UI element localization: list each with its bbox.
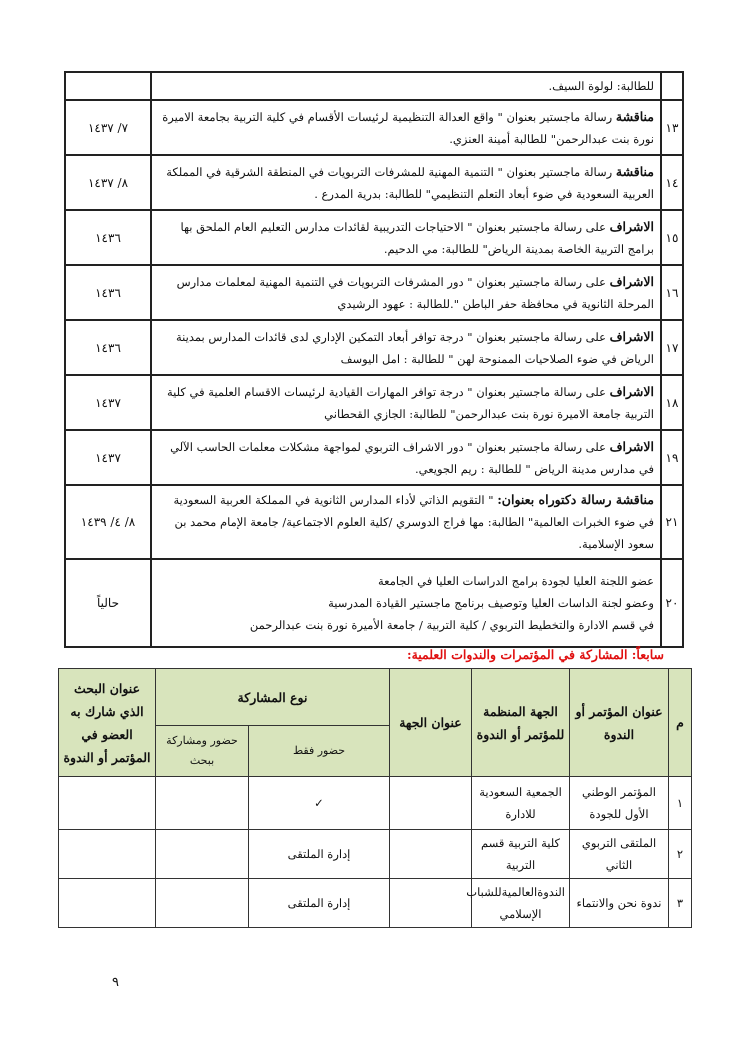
table-row [65, 210, 683, 265]
row-text: رسالة ماجستير بعنوان " التنمية المهنية للمشرفات التربويات في المنطقة الشرقية في المملكة العربية السعودية في ضوء أبعاد التعلم التنظيمي" للطالبة: بدرية المدرع . [166, 164, 654, 201]
supervision-table [64, 71, 684, 648]
table-row [65, 100, 683, 155]
cell-attend-paper [156, 777, 249, 830]
row-date: ٨/ ٤/ ١٤٣٩ [65, 485, 151, 559]
cell-m: ٢ [669, 830, 692, 879]
row-description [151, 320, 661, 375]
table-row [65, 265, 683, 320]
row-date: ١٤٣٦ [65, 320, 151, 375]
row-text: " التقويم الذاتي لأداء المدارس الثانوية في المملكة العربية السعودية في ضوء الخبرات العالمية" الطالبة: مها فراج الدوسري /كلية العلوم الاجتماعية/ جامعة الإمام محمد بن سعود الإسلامية. [173, 493, 654, 551]
row-text: على رسالة ماجستير بعنوان " درجة توافر أبعاد التمكين الإداري لدى قائدات المدارس بمدينة الرياض في ضوء الصلاحيات الممنوحة لهن " للطالبة : امل اليوسف [175, 329, 654, 366]
conferences-table [58, 668, 692, 928]
cell-organizer: الندوةالعالميةللشباب الإسلامي [472, 879, 570, 928]
row-date: ١٤٣٧ [65, 430, 151, 485]
row-date: حالياً [65, 559, 151, 647]
table-row [65, 485, 683, 559]
table-row [59, 830, 692, 879]
row-description [151, 430, 661, 485]
table-row [65, 559, 683, 647]
row-number: ٢٠ [661, 559, 683, 647]
row-keyword: الاشراف [609, 218, 654, 234]
header-attend-paper: حضور ومشاركة ببحث [156, 726, 249, 777]
table-row [59, 777, 692, 830]
row-text: على رسالة ماجستير بعنوان " دور المشرفات التربويات في التنمية المهنية لمعلمات مدارس المرحلة الثانوية في محافظة حفر الباطن ".للطالبة : عهود الرشيدي [176, 274, 654, 311]
table-row [65, 155, 683, 210]
row-date: ١٤٣٦ [65, 265, 151, 320]
cell-entity [390, 879, 472, 928]
header-attend-only: حضور فقط [249, 726, 390, 777]
row-line: عضو اللجنة العليا لجودة برامج الدراسات العليا في الجامعة [377, 574, 654, 588]
row-date: ١٤٣٦ [65, 210, 151, 265]
cell-conference-title: المؤتمر الوطني الأول للجودة [570, 777, 669, 830]
row-keyword: مناقشة [615, 163, 654, 179]
row-keyword: الاشراف [609, 328, 654, 344]
header-m: م [669, 669, 692, 777]
row-number: ١٤ [661, 155, 683, 210]
row-number: ١٧ [661, 320, 683, 375]
row-description [151, 210, 661, 265]
row-number: ١٥ [661, 210, 683, 265]
cell-entity [390, 830, 472, 879]
table-row [65, 375, 683, 430]
cell-m: ٣ [669, 879, 692, 928]
cell-paper-title [59, 879, 156, 928]
header-participation-type: نوع المشاركة [156, 669, 390, 726]
row-text: على رسالة ماجستير بعنوان " الاحتياجات التدريبية لقائدات مدارس التعليم العام الملحق بها برامج التربية الخاصة بمدينة الرياض" للطالبة: مي الدحيم. [180, 219, 654, 256]
row-line: في قسم الادارة والتخطيط التربوي / كلية التربية / جامعة الأميرة نورة بنت عبدالرحمن [249, 618, 654, 632]
row-description [151, 100, 661, 155]
row-date: ١٤٣٧ [65, 375, 151, 430]
table-row [65, 430, 683, 485]
cell-conference-title: ندوة نحن والانتماء [570, 879, 669, 928]
cell-attend-only: إدارة الملتقى [249, 879, 390, 928]
row-number: ١٣ [661, 100, 683, 155]
row-description [151, 485, 661, 559]
cell-attend-only: إدارة الملتقى [249, 830, 390, 879]
table-row [59, 879, 692, 928]
row-text: على رسالة ماجستير بعنوان " دور الاشراف التربوي لمواجهة مشكلات معلمات الحاسب الآلي في مدارس مدينة الرياض " للطالبة : ريم الجويعي. [170, 439, 654, 476]
row-number: ١٨ [661, 375, 683, 430]
row-line: وعضو لجنة الداسات العليا وتوصيف برنامج ماجستير القيادة المدرسية [328, 596, 654, 610]
row-keyword: مناقشة رسالة دكتوراه بعنوان: [497, 492, 654, 507]
row-keyword: مناقشة [615, 108, 654, 124]
row-keyword: الاشراف [609, 438, 654, 454]
header-conference-title: عنوان المؤتمر أو الندوة [570, 669, 669, 777]
header-entity: عنوان الجهة [390, 669, 472, 777]
cell-attend-paper [156, 830, 249, 879]
cell-paper-title [59, 830, 156, 879]
row-number: ٢١ [661, 485, 683, 559]
table-row [65, 320, 683, 375]
row-date [65, 72, 151, 100]
row-text: للطالبة: لولوة السيف. [548, 79, 654, 93]
row-text: على رسالة ماجستير بعنوان " درجة توافر المهارات القيادية لرئيسات الاقسام العلمية في كلية التربية جامعة الاميرة نورة بنت عبدالرحمن" للطالبة: الجازي القحطاني [166, 384, 654, 421]
row-keyword: الاشراف [609, 383, 654, 399]
row-date: ٧/ ١٤٣٧ [65, 100, 151, 155]
cell-organizer: كلية التربية قسم التربية [472, 830, 570, 879]
header-organizer: الجهة المنظمة للمؤتمر أو الندوة [472, 669, 570, 777]
row-number: ١٩ [661, 430, 683, 485]
page-number: ٩ [112, 975, 119, 990]
row-description [151, 72, 661, 100]
row-description [151, 559, 661, 647]
row-keyword: الاشراف [609, 273, 654, 289]
cell-m: ١ [669, 777, 692, 830]
header-row [59, 669, 692, 726]
row-number: ١٦ [661, 265, 683, 320]
cell-conference-title: الملتقى التربوي الثاني [570, 830, 669, 879]
table-row [65, 72, 683, 100]
row-description [151, 375, 661, 430]
cell-organizer: الجمعية السعودية للادارة [472, 777, 570, 830]
row-description [151, 155, 661, 210]
section-title: سابعاً: المشاركة في المؤتمرات والندوات العلمية: [406, 647, 664, 662]
row-date: ٨/ ١٤٣٧ [65, 155, 151, 210]
row-description [151, 265, 661, 320]
cell-paper-title [59, 777, 156, 830]
cell-entity [390, 777, 472, 830]
checkmark-icon: ✓ [249, 777, 390, 830]
row-number [661, 72, 683, 100]
cell-attend-paper [156, 879, 249, 928]
header-paper-title: عنوان البحث الذي شارك به العضو في المؤتمر أو الندوة [59, 669, 156, 777]
row-text: رسالة ماجستير بعنوان " واقع العدالة التنظيمية لرئيسات الأقسام في كلية التربية بجامعة الاميرة نورة بنت عبدالرحمن" للطالبة أمينة العنزي. [162, 109, 654, 146]
